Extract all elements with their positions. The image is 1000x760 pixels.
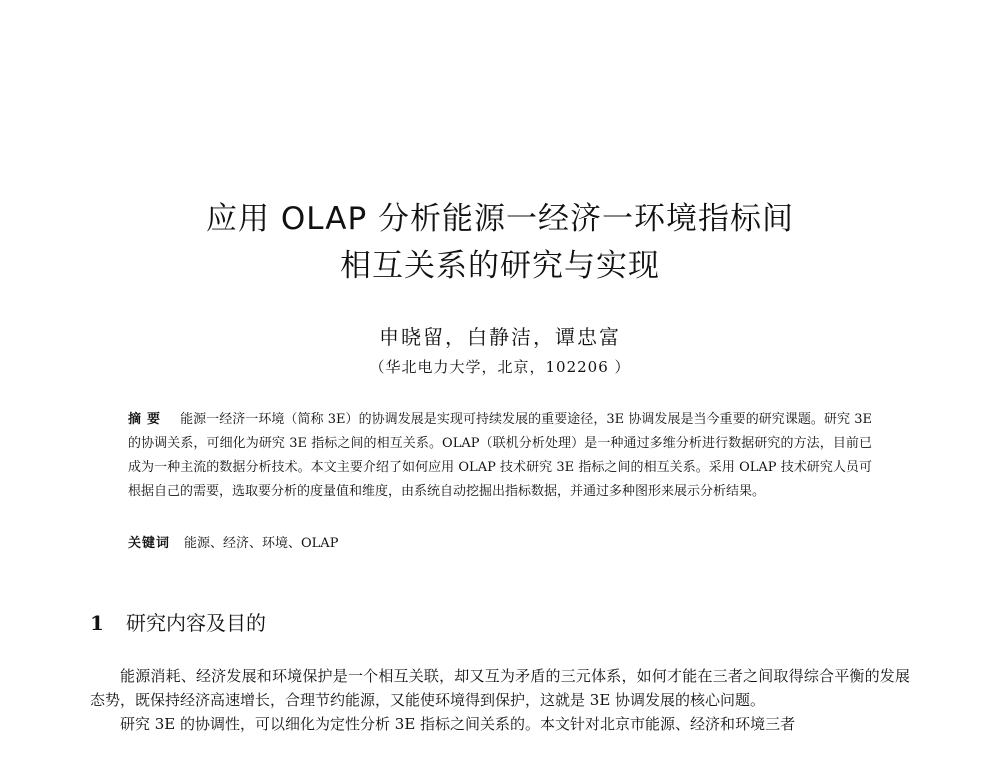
section-body [90,664,910,736]
section-title: 研究内容及目的 [126,611,266,635]
abstract [128,408,872,504]
paper-title [0,196,1000,290]
keywords-text: 能源、经济、环境、OLAP [184,536,339,551]
section-heading [90,607,266,636]
section-number: 1 [90,611,104,635]
abstract-label: 摘要 [128,412,167,427]
abstract-text: 能源一经济一环境（简称 3E）的协调发展是实现可持续发展的重要途径，3E 协调发展是当今重要的研究课题。研究 3E 的协调关系，可细化为研究 3E 指标之间的相互关系。OLAP（联机分析处理）是一种通过多维分析进行数据研究的方法，目前已成为一种主流的数据分析技术。本文主要介绍了如何应用 OLAP 技术研究 3E 指标之间的相互关系。采用 OLAP 技术研究人员可根据自己的需要，选取要分析的度量值和维度，由系统自动挖掘出指标数据，并通过多种图形来展示分析结果。 [128,412,872,499]
body-paragraph: 能源消耗、经济发展和环境保护是一个相互关联，却又互为矛盾的三元体系，如何才能在三者之间取得综合平衡的发展态势，既保持经济高速增长，合理节约能源，又能使环境得到保护，这就是 3E 协调发展的核心问题。 [90,667,910,709]
affiliation: （华北电力大学，北京，102206 ） [369,358,631,376]
body-paragraph: 研究 3E 的协调性，可以细化为定性分析 3E 指标之间关系的。本文针对北京市能源、经济和环境三者 [120,715,796,733]
author-list: 申晓留，白静洁，谭忠富 [379,325,621,349]
title-line-2: 相互关系的研究与实现 [340,248,660,284]
keywords [128,532,338,551]
title-line-1: 应用 OLAP 分析能源一经济一环境指标间 [206,201,794,237]
keywords-label: 关键词 [128,536,171,551]
